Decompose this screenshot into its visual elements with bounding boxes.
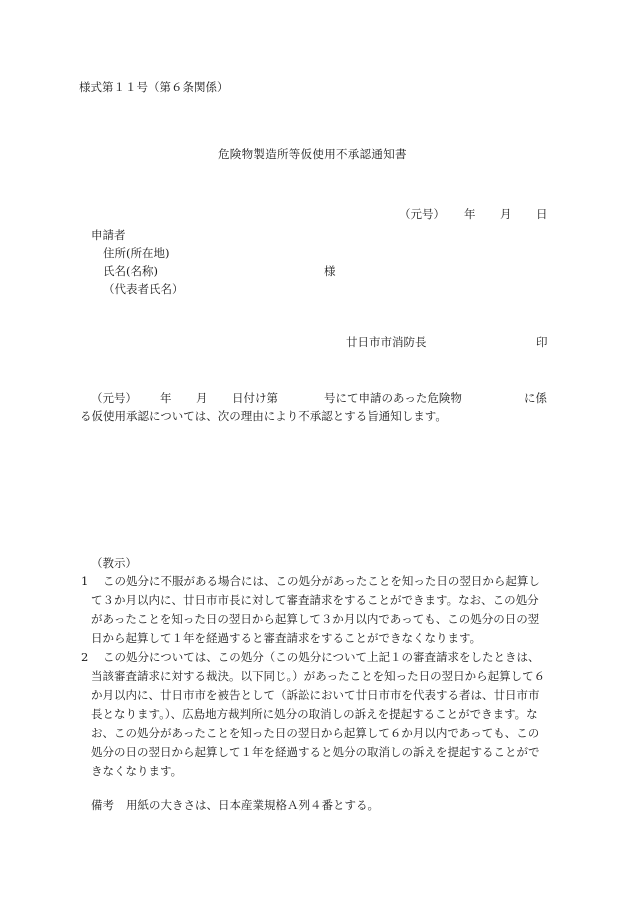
remarks-text: 用紙の大きさは、日本産業規格Ａ列４番とする。 (126, 798, 379, 812)
representative-label: （代表者氏名） (103, 282, 184, 296)
instruction-item-2-line: きなくなります。 (91, 764, 183, 778)
body-application: 号にて申請のあった危険物 (324, 391, 462, 405)
body-month: 月 (196, 391, 208, 405)
date-month: 月 (500, 207, 512, 221)
instruction-item-2-number: 2 (81, 650, 89, 664)
instruction-item-2-line: 処分の日の翌日から起算して１年を経過すると処分の取消しの訴えを提起することがで (91, 745, 540, 759)
honorific: 様 (324, 264, 336, 278)
instruction-item-2-line: お、この処分があったことを知った日の翌日から起算して６か月以内であっても、この (91, 726, 540, 740)
instruction-item-1-line: て３か月以内に、廿日市市長に対して審査請求をすることができます。なお、この処分 (91, 593, 539, 607)
date-day: 日 (536, 207, 548, 221)
date-year: 年 (464, 207, 476, 221)
instruction-item-2-line: 当該審査請求に対する裁決。以下同じ。）があったことを知った日の翌日から起算して６ (91, 669, 546, 683)
form-number: 様式第１１号（第６条関係） (79, 80, 229, 94)
instruction-item-1-line: があったことを知った日の翌日から起算して３か月以内であっても、この処分の日の翌 (91, 612, 540, 626)
body-line2: る仮使用承認については、次の理由により不承認とする旨通知します。 (80, 409, 447, 423)
instruction-item-1-line: この処分に不服がある場合には、この処分があったことを知った日の翌日から起算し (103, 574, 540, 588)
instruction-item-2-line: か月以内に、廿日市市を被告として（訴訟において廿日市市を代表する者は、廿日市市 (91, 688, 540, 702)
applicant-label: 申請者 (91, 228, 126, 242)
body-era: （元号） (91, 391, 137, 405)
date-era: （元号） (399, 207, 445, 221)
instruction-item-2-line: 長となります。）、広島地方裁判所に処分の取消しの訴えを提起することができます。な (91, 707, 538, 721)
document-title: 危険物製造所等仮使用不承認通知書 (218, 147, 407, 161)
instruction-heading: （教示） (91, 556, 137, 570)
instruction-item-1-number: 1 (81, 574, 89, 588)
instruction-item-2-line: この処分については、この処分（この処分について上記１の審査請求をしたときは、 (103, 650, 540, 664)
body-line1-end: に係 (524, 391, 547, 405)
instruction-item-1-line: 日から起算して１年を経過すると審査請求をすることができなくなります。 (91, 631, 482, 645)
seal-mark: 印 (536, 335, 548, 349)
remarks-label: 備考 (91, 798, 114, 812)
body-day-number: 日付け第 (232, 391, 278, 405)
body-year: 年 (160, 391, 172, 405)
name-label: 氏名(名称) (103, 264, 158, 278)
issuer-name: 廿日市市消防長 (346, 335, 427, 349)
address-label: 住所(所在地) (103, 246, 170, 260)
